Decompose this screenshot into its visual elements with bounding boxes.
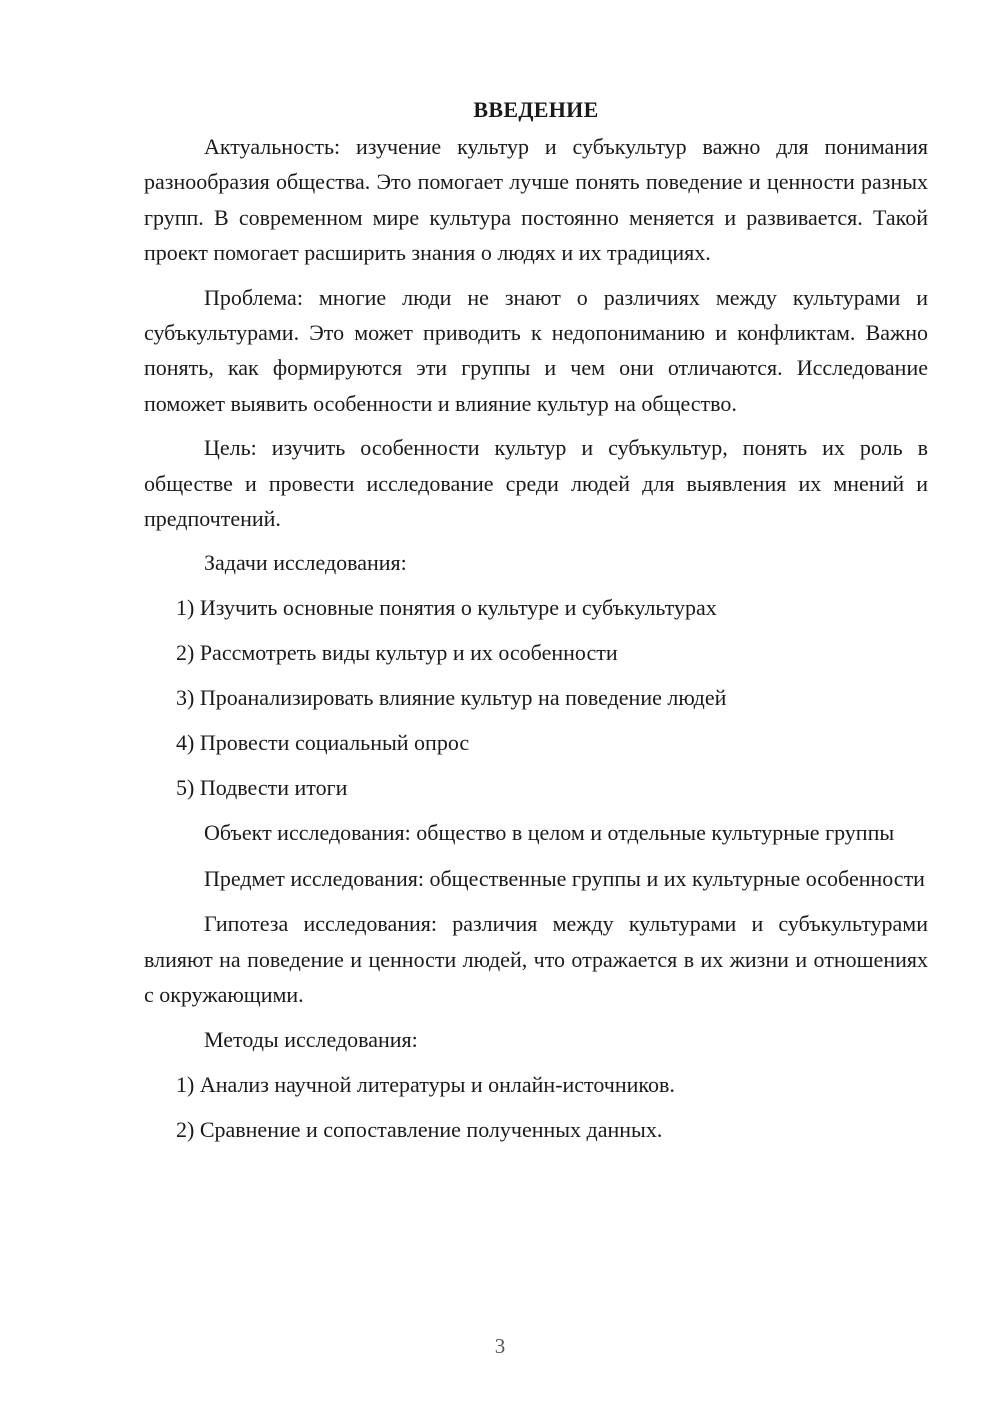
tasks-list	[144, 590, 928, 805]
page-number: 3	[494, 1334, 506, 1358]
methods-heading: Методы исследования:	[204, 1026, 418, 1052]
section-title: ВВЕДЕНИЕ	[473, 97, 599, 122]
subject-paragraph: Предмет исследования: общественные группы и их культурные особенности	[204, 865, 925, 891]
list-item: 5) Подвести итоги	[176, 775, 348, 801]
list-item: 2) Сравнение и сопоставление полученных данных.	[176, 1116, 663, 1142]
methods-list	[144, 1067, 928, 1147]
tasks-heading: Задачи исследования:	[204, 550, 407, 576]
list-item: 1) Изучить основные понятия о культуре и субъкультурах	[176, 595, 717, 621]
list-item: 2) Рассмотреть виды культур и их особенности	[176, 640, 618, 666]
goal-paragraph: Цель: изучить особенности культур и субъкультур, понять их роль в обществе и провести исследование среди людей для выявления их мнений и предпочтений.	[144, 435, 928, 532]
object-paragraph: Объект исследования: общество в целом и отдельные культурные группы	[204, 820, 895, 846]
list-item: 1) Анализ научной литературы и онлайн-источников.	[176, 1071, 675, 1097]
problem-paragraph: Проблема: многие люди не знают о различиях между культурами и субъкультурами. Это может приводить к недопониманию и конфликтам. Важно понять, как формируются эти группы и чем они отличаются. Исследование поможет выявить особенности и влияние культур на общество.	[144, 284, 928, 416]
list-item: 3) Проанализировать влияние культур на поведение людей	[176, 685, 727, 711]
list-item: 4) Провести социальный опрос	[176, 730, 470, 756]
document-page	[144, 92, 928, 1147]
hypothesis-paragraph: Гипотеза исследования: различия между культурами и субъкультурами влияют на поведение и ценности людей, что отражается в их жизни и отношениях с окружающими.	[144, 911, 928, 1008]
relevance-paragraph: Актуальность: изучение культур и субъкультур важно для понимания разнообразия общества. Это помогает лучше понять поведение и ценности разных групп. В современном мире культура постоянно меняется и развивается. Такой проект помогает расширить знания о людях и их традициях.	[144, 134, 928, 266]
